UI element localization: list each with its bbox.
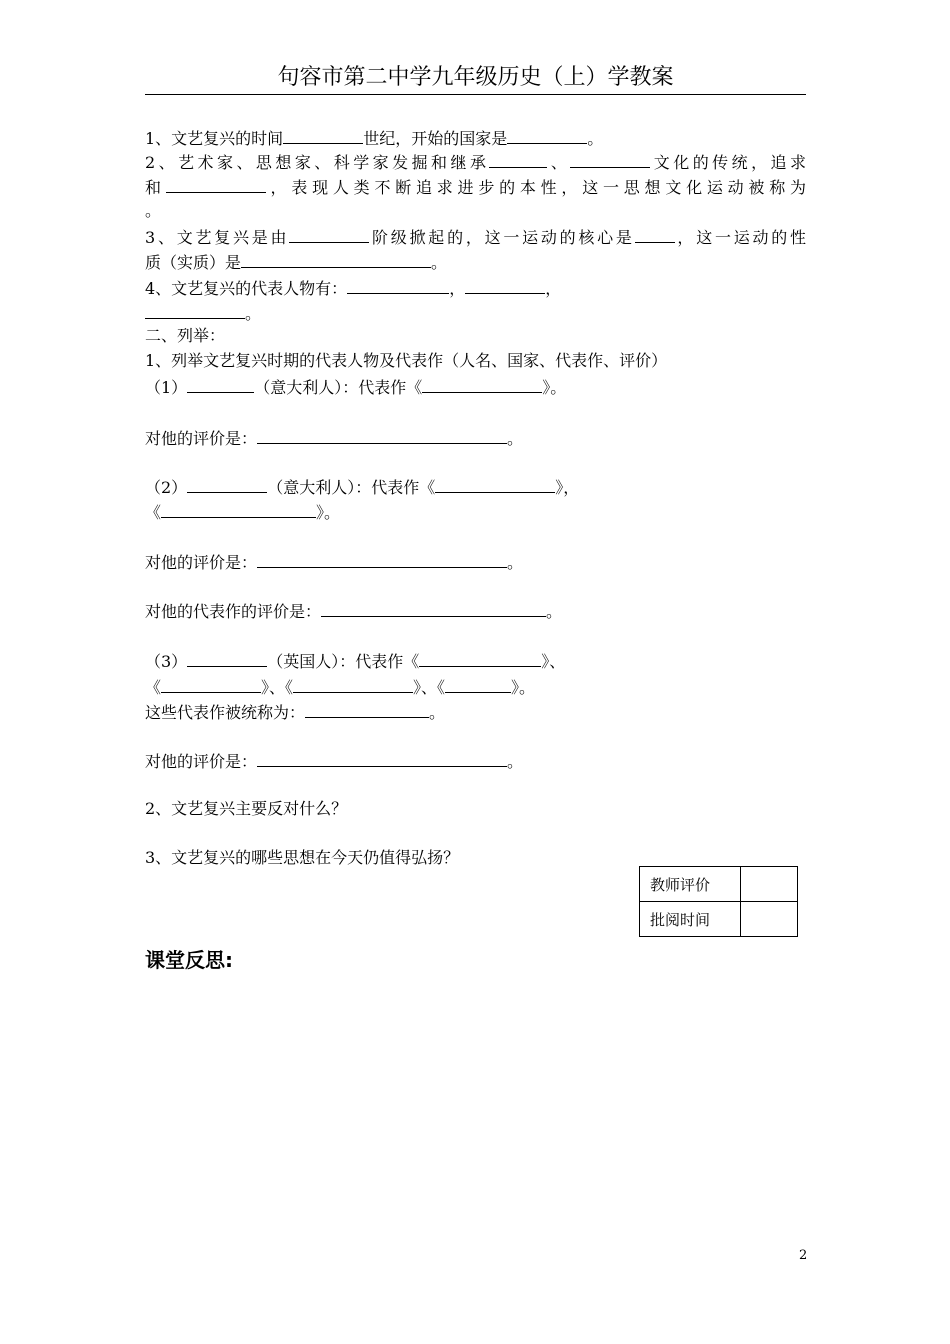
teacher-eval-label: 教师评价 (640, 867, 741, 902)
q1-line2 (145, 151, 806, 173)
blank-pursuit[interactable] (166, 176, 266, 193)
person3-collective: 这些代表作被统称为： 。 (145, 703, 446, 722)
page-title: 句容市第二中学九年级历史（上）学教案 (277, 65, 674, 90)
q1-line3 (145, 176, 806, 198)
blank-person1-work[interactable] (422, 376, 542, 393)
blank-person3-work-1[interactable] (419, 650, 541, 667)
blank-culture-1[interactable] (489, 151, 547, 168)
blank-person3-eval[interactable] (257, 750, 507, 767)
person2-line-b: 《 》。 (145, 503, 341, 522)
section2-heading: 二、列举： (145, 326, 226, 345)
q1-text: 4、文艺复兴的代表人物有： (145, 279, 348, 298)
blank-class[interactable] (289, 226, 369, 243)
q1-line7 (145, 277, 561, 299)
page-number: 2 (799, 1248, 808, 1263)
q1-line4 (145, 201, 161, 221)
q1-text: 2、艺术家、思想家、科学家发掘和继承 (145, 153, 490, 172)
blank-nature[interactable] (241, 251, 431, 268)
person1-eval: 对他的评价是： 。 (145, 429, 524, 448)
q1-text: ，表现人类不断追求进步的本性，这一思想文化运动被称为 (265, 178, 806, 197)
section2-intro: 1、列举文艺复兴时期的代表人物及代表作（人名、国家、代表作、评价） (145, 351, 668, 370)
person3-line: （3） （英国人）：代表作《 》、 (145, 652, 566, 671)
blank-person2-eval[interactable] (257, 551, 507, 568)
person2-eval: 对他的评价是： 。 (145, 553, 524, 572)
q1-text: 阶级掀起的，这一运动的核心是 (369, 228, 635, 247)
person1-line: （1） （意大利人）：代表作《 》。 (145, 378, 567, 397)
q1-text: 和 (145, 178, 166, 197)
blank-person3-name[interactable] (187, 650, 267, 667)
q1-text: 世纪，开始的国家是 (363, 129, 508, 148)
q1-text: 质（实质）是 (145, 253, 242, 272)
teacher-eval-cell[interactable] (741, 867, 798, 902)
person3-eval: 对他的评价是： 。 (145, 752, 524, 771)
q1-line6 (145, 251, 447, 273)
blank-person1-eval[interactable] (257, 427, 507, 444)
person2-work-eval: 对他的代表作的评价是： 。 (145, 602, 563, 621)
evaluation-table (639, 866, 798, 937)
blank-person2-work-eval[interactable] (321, 600, 546, 617)
blank-figure-3[interactable] (145, 302, 245, 319)
blank-century[interactable] (283, 127, 363, 144)
blank-country[interactable] (507, 127, 587, 144)
q1-text: 。 (431, 253, 448, 272)
blank-figure-1[interactable] (347, 277, 449, 294)
q1-text: 。 (245, 304, 262, 323)
blank-person3-work-3[interactable] (293, 676, 413, 693)
q1-text: 3、文艺复兴是由 (145, 228, 290, 247)
blank-figure-2[interactable] (465, 277, 545, 294)
blank-person3-work-4[interactable] (445, 676, 511, 693)
question-3: 3、文艺复兴的哪些思想在今天仍值得弘扬？ (145, 848, 460, 867)
blank-culture-2[interactable] (570, 151, 650, 168)
blank-person3-work-2[interactable] (161, 676, 261, 693)
person3-line-b: 《 》、《 》、《 》。 (145, 678, 536, 697)
q1-text: 。 (587, 129, 604, 148)
blank-person2-name[interactable] (187, 476, 267, 493)
q1-text: ，这一运动的性 (674, 228, 806, 247)
reflection-heading: 课堂反思: (145, 948, 233, 972)
blank-collective-name[interactable] (305, 701, 429, 718)
q1-text: 1、文艺复兴的时间 (145, 129, 284, 148)
blank-core[interactable] (635, 226, 675, 243)
page-header (145, 62, 806, 95)
q1-line5 (145, 226, 806, 248)
q1-text: 文化的传统，追求 (650, 153, 806, 172)
person2-line: （2） （意大利人）：代表作《 》， (145, 478, 580, 497)
blank-person1-name[interactable] (187, 376, 254, 393)
blank-person2-work-1[interactable] (435, 476, 555, 493)
blank-person2-work-2[interactable] (161, 501, 316, 518)
review-time-label: 批阅时间 (640, 902, 741, 937)
q1-text: 。 (145, 201, 162, 220)
q1-text: ， (545, 279, 562, 298)
q1-line1 (145, 127, 603, 149)
q1-line8 (145, 302, 261, 324)
q1-text: ， (449, 279, 466, 298)
question-2: 2、文艺复兴主要反对什么？ (145, 799, 348, 818)
review-time-cell[interactable] (741, 902, 798, 937)
q1-text: 、 (547, 153, 571, 172)
